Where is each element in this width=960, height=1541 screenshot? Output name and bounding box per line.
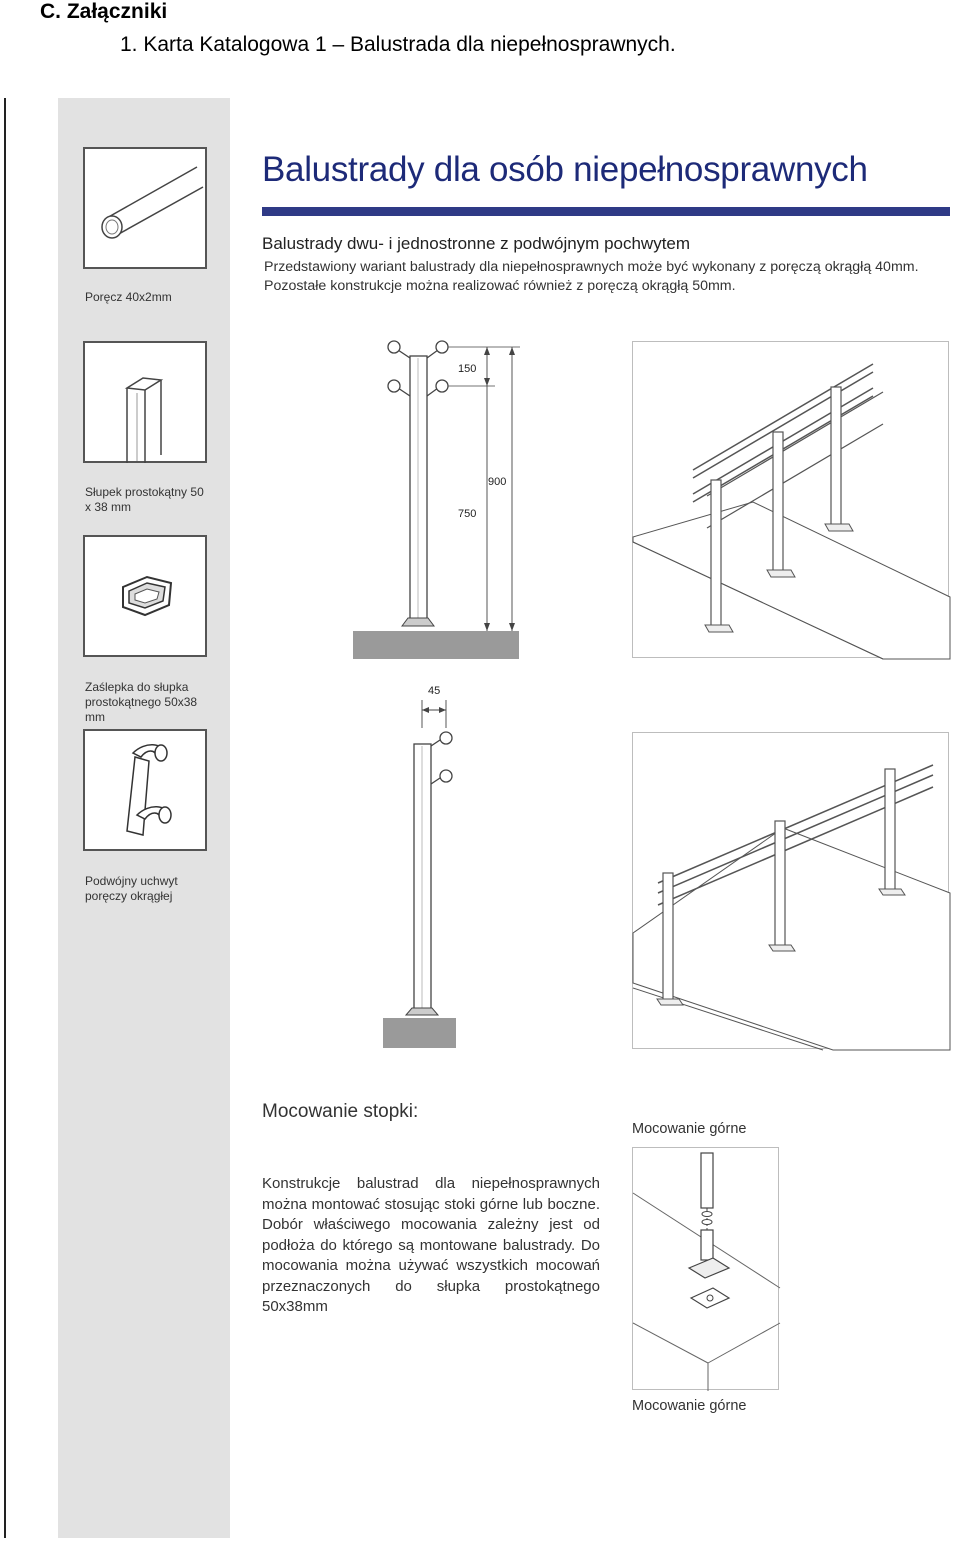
single-rail-iso-drawing [633, 733, 950, 1050]
margin-line [4, 98, 6, 1538]
sidebar-caption-cap: Zaślepka do słupka prostokątnego 50x38 mm [85, 680, 198, 724]
double-rail-iso-drawing [633, 342, 950, 659]
dimension-150: 150 [458, 363, 477, 375]
round-handrail-tube-icon [85, 149, 209, 271]
title-rule [262, 207, 950, 216]
sidebar-caption-post: Słupek prostokątny 50 x 38 mm [85, 485, 204, 514]
single-post-elevation-drawing [380, 700, 480, 1060]
mounting-heading: Mocowanie stopki: [262, 1101, 419, 1122]
sidebar-thumb-bracket [83, 729, 207, 851]
catalog-subtitle: Balustrady dwu- i jednostronne z podwójnym pochwytem [262, 234, 691, 253]
sidebar-caption-handrail: Poręcz 40x2mm [85, 290, 172, 304]
base-plate-mount-drawing [633, 1148, 780, 1391]
dimension-900: 900 [488, 476, 507, 488]
double-handrail-bracket-icon [85, 731, 209, 853]
catalog-description: Przedstawiony wariant balustrady dla niepełnosprawnych może być wykonany z poręczą okrągłą 40mm. Pozostałe konstrukcje można realizować również z poręczą okrągłą 50mm. [264, 259, 919, 294]
sidebar-thumb-cap [83, 535, 207, 657]
mounting-label-bottom: Mocowanie górne [632, 1398, 747, 1414]
mounting-detail-frame [632, 1147, 779, 1390]
mounting-description: Konstrukcje balustrad dla niepełnosprawnych można montować stosując stoki górne lub boczne. Dobór właściwego mocowania zależny jest od podłoża do którego są montowane balustrady. Do mocowania można używać wszystkich mocowań przeznaczonych do słupka prostokątnego 50x38mm [262, 1175, 600, 1315]
dimension-750: 750 [458, 508, 477, 520]
dimension-45-label: 45 [428, 685, 441, 697]
section-heading: C. Załączniki [40, 0, 168, 23]
mounting-label-top: Mocowanie górne [632, 1121, 747, 1137]
sidebar-thumb-handrail [83, 147, 207, 269]
sidebar-caption-bracket: Podwójny uchwyt poręczy okrągłej [85, 874, 178, 903]
double-rail-iso-frame [632, 341, 949, 658]
catalog-title: Balustrady dla osób niepełnosprawnych [262, 150, 868, 189]
rectangular-post-icon [85, 343, 209, 465]
single-rail-iso-frame [632, 732, 949, 1049]
sidebar-thumb-post [83, 341, 207, 463]
attachment-title: 1. Karta Katalogowa 1 – Balustrada dla niepełnosprawnych. [120, 33, 676, 56]
post-elevation-drawing [350, 336, 530, 666]
post-end-cap-icon [85, 537, 209, 659]
